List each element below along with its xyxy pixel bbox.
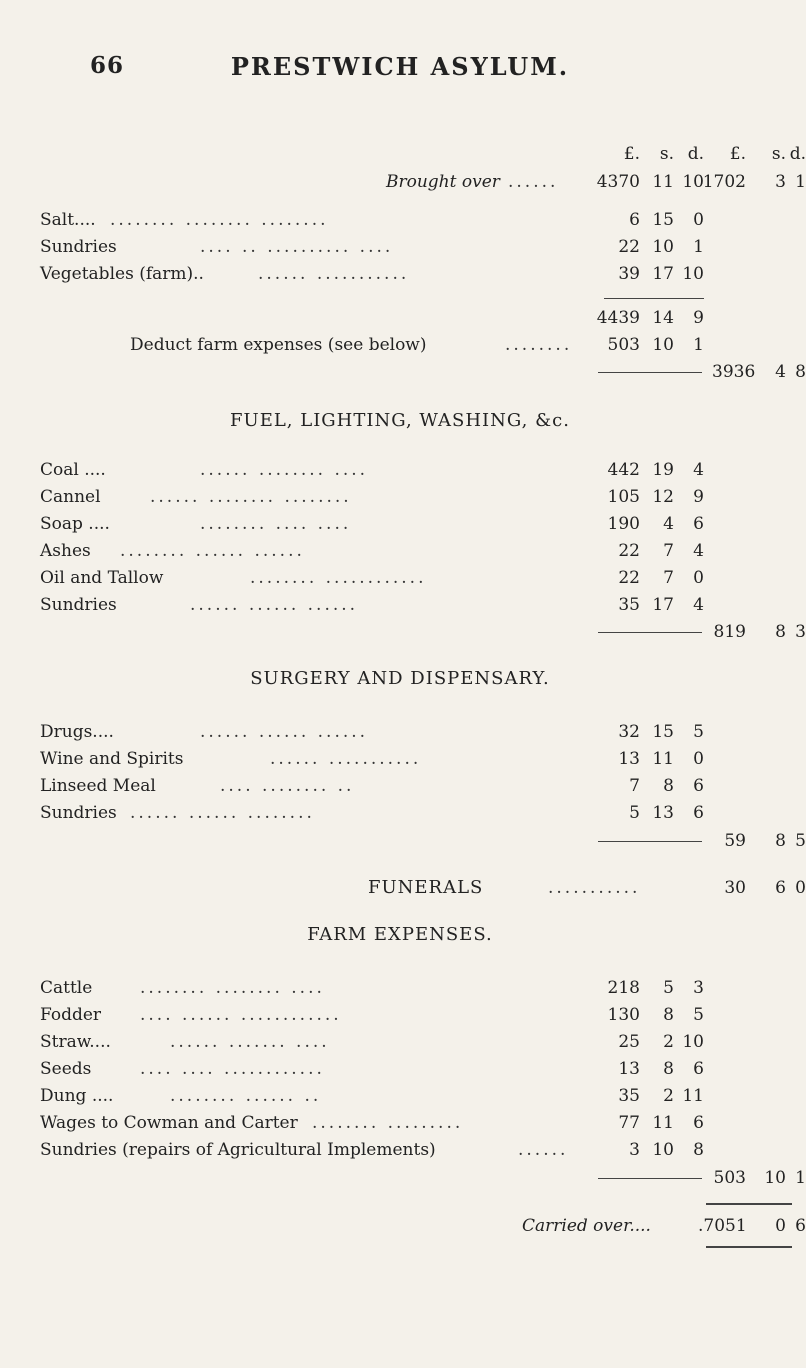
table-row: [0, 566, 800, 590]
total-pence: 5: [795, 831, 806, 851]
table-row: [0, 1138, 800, 1162]
leader-dots: ........ ...... ......: [120, 541, 305, 561]
amount-pence: 0: [693, 568, 704, 588]
amount-pounds: 22: [618, 568, 640, 588]
sum-rule: [598, 372, 702, 373]
row-label: Coal ....: [40, 460, 106, 480]
leader-dots: ...... ...... ......: [200, 722, 369, 742]
amount-pounds: 503: [607, 335, 640, 355]
amount-pounds: 4370: [596, 172, 640, 192]
sum-rule: [598, 1178, 702, 1179]
total-pounds: 819: [713, 622, 746, 642]
total-pence: 8: [795, 362, 806, 382]
row-label: Sundries: [40, 595, 117, 615]
leader-dots: ........ ........ ....: [140, 978, 325, 998]
amount-shillings: 8: [663, 1059, 674, 1079]
amount-pounds: 6: [629, 210, 640, 230]
table-row: [0, 1111, 800, 1135]
amount-pounds: 218: [607, 978, 640, 998]
row-label: Drugs....: [40, 722, 114, 742]
table-row: [0, 801, 800, 825]
amount-shillings: 10: [652, 1140, 674, 1160]
leader-dots: ......: [518, 1140, 569, 1160]
section-total-row: [0, 1166, 806, 1190]
deduct-label: Deduct farm expenses (see below): [130, 335, 427, 355]
amount-pounds: 13: [618, 1059, 640, 1079]
total-shillings: 8: [775, 831, 786, 851]
amount-pence: 0: [693, 210, 704, 230]
column-headings: [0, 142, 806, 166]
table-row: [0, 976, 800, 1000]
total-pounds: 1702: [702, 172, 746, 192]
leader-dots: ........ ...... ..: [170, 1086, 322, 1106]
carried-over-row: [0, 1214, 806, 1238]
col-shillings: s.: [659, 144, 674, 164]
amount-pence: 5: [693, 722, 704, 742]
amount-pence: 4: [693, 541, 704, 561]
amount-shillings: 2: [663, 1032, 674, 1052]
amount-pence: 6: [693, 1113, 704, 1133]
row-label: Fodder: [40, 1005, 102, 1025]
page-title: PRESTWICH ASYLUM.: [230, 52, 570, 81]
row-label: Cannel: [40, 487, 101, 507]
total-pence: 3: [795, 622, 806, 642]
amount-pounds: 22: [618, 541, 640, 561]
sum-rule: [604, 298, 704, 299]
col-pounds-total: £.: [729, 144, 746, 164]
amount-pence: 6: [693, 514, 704, 534]
table-row: [0, 1003, 800, 1027]
carried-over-label: Carried over....: [522, 1216, 651, 1236]
amount-shillings: 11: [652, 1113, 674, 1133]
leader-dots: .... ........ ..: [220, 776, 355, 796]
amount-pence: 1: [693, 237, 704, 257]
leader-dots: ...... ...........: [258, 264, 410, 284]
amount-shillings: 2: [663, 1086, 674, 1106]
amount-shillings: 10: [652, 237, 674, 257]
table-row: [0, 1057, 800, 1081]
amount-shillings: 17: [652, 264, 674, 284]
total-pence: 0: [795, 878, 806, 898]
leader-dots: ........ .........: [312, 1113, 464, 1133]
sum-rule: [598, 632, 702, 633]
total-pounds: 59: [724, 831, 746, 851]
amount-pounds: 35: [618, 595, 640, 615]
subtotal-row: [0, 306, 800, 330]
total-pence: 6: [795, 1216, 806, 1236]
leader-dots: ...... ....... ....: [170, 1032, 330, 1052]
row-label: Soap ....: [40, 514, 110, 534]
row-label: Sundries (repairs of Agricultural Implements): [40, 1140, 436, 1160]
section-heading-surgery: SURGERY AND DISPENSARY.: [250, 668, 550, 689]
amount-shillings: 15: [652, 722, 674, 742]
col-pounds: £.: [623, 144, 640, 164]
amount-pounds: 190: [607, 514, 640, 534]
total-pence: 1: [795, 1168, 806, 1188]
amount-pounds: 105: [607, 487, 640, 507]
amount-pounds: 13: [618, 749, 640, 769]
section-total-row: [0, 620, 806, 644]
total-shillings: 3: [775, 172, 786, 192]
leader-dots: ........: [505, 335, 573, 355]
deduct-row: [0, 333, 800, 357]
amount-shillings: 12: [652, 487, 674, 507]
leader-dots: ...... ...... ......: [190, 595, 359, 615]
amount-pounds: 77: [618, 1113, 640, 1133]
amount-shillings: 17: [652, 595, 674, 615]
amount-pounds: 22: [618, 237, 640, 257]
amount-pence: 1: [693, 335, 704, 355]
amount-shillings: 19: [652, 460, 674, 480]
col-pence-total: d.: [789, 144, 806, 164]
table-row: [0, 720, 800, 744]
total-pounds: 30: [724, 878, 746, 898]
amount-pence: 4: [693, 460, 704, 480]
amount-shillings: 14: [652, 308, 674, 328]
leader-dots: ........ .... ....: [200, 514, 352, 534]
amount-pence: 4: [693, 595, 704, 615]
amount-pence: 6: [693, 803, 704, 823]
amount-pence: 11: [682, 1086, 704, 1106]
amount-pounds: 130: [607, 1005, 640, 1025]
total-pounds: .7051: [698, 1216, 747, 1236]
row-label: Wages to Cowman and Carter: [40, 1113, 298, 1133]
amount-pence: 6: [693, 776, 704, 796]
leader-dots: ...... ........ ....: [200, 460, 369, 480]
table-row: [0, 539, 800, 563]
funerals-row: [0, 876, 806, 900]
row-label: Salt....: [40, 210, 96, 230]
row-label: Dung ....: [40, 1086, 114, 1106]
amount-shillings: 10: [652, 335, 674, 355]
total-pence: 1: [795, 172, 806, 192]
section-heading-farm: FARM EXPENSES.: [307, 924, 493, 945]
leader-dots: ........ ........ ........: [110, 210, 329, 230]
funerals-label: FUNERALS: [368, 877, 484, 898]
row-label: Oil and Tallow: [40, 568, 164, 588]
page-header: [0, 52, 800, 82]
amount-pence: 5: [693, 1005, 704, 1025]
amount-shillings: 5: [663, 978, 674, 998]
amount-shillings: 13: [652, 803, 674, 823]
amount-shillings: 4: [663, 514, 674, 534]
amount-pounds: 35: [618, 1086, 640, 1106]
leader-dots: .... ...... ............: [140, 1005, 342, 1025]
amount-shillings: 15: [652, 210, 674, 230]
table-row: [0, 262, 800, 286]
table-row: [0, 747, 800, 771]
amount-shillings: 11: [652, 172, 674, 192]
leader-dots: ...... ...........: [270, 749, 422, 769]
total-shillings: 6: [775, 878, 786, 898]
section-total-row: [0, 360, 806, 384]
total-shillings: 8: [775, 622, 786, 642]
total-shillings: 0: [775, 1216, 786, 1236]
leader-dots: ...........: [548, 878, 641, 898]
amount-pence: 9: [693, 308, 704, 328]
amount-shillings: 11: [652, 749, 674, 769]
row-label: Vegetables (farm)..: [40, 264, 204, 284]
table-row: [0, 774, 800, 798]
row-label: Linseed Meal: [40, 776, 156, 796]
table-row: [0, 1030, 800, 1054]
amount-shillings: 8: [663, 1005, 674, 1025]
amount-pence: 10: [682, 264, 704, 284]
brought-over-label: Brought over: [386, 172, 500, 192]
amount-pence: 0: [693, 749, 704, 769]
total-shillings: 10: [764, 1168, 786, 1188]
table-row: [0, 458, 800, 482]
amount-pounds: 7: [629, 776, 640, 796]
page-number: 66: [90, 52, 125, 79]
table-row: [0, 208, 800, 232]
leader-dots: .... .. .......... ....: [200, 237, 394, 257]
table-row: [0, 235, 800, 259]
row-label: Ashes: [40, 541, 91, 561]
amount-pence: 3: [693, 978, 704, 998]
section-total-row: [0, 829, 806, 853]
amount-shillings: 7: [663, 568, 674, 588]
amount-pence: 10: [682, 172, 704, 192]
amount-pounds: 39: [618, 264, 640, 284]
amount-pounds: 4439: [596, 308, 640, 328]
amount-pounds: 25: [618, 1032, 640, 1052]
amount-shillings: 8: [663, 776, 674, 796]
amount-shillings: 7: [663, 541, 674, 561]
amount-pounds: 32: [618, 722, 640, 742]
total-pounds: 503: [713, 1168, 746, 1188]
leader-dots: ......: [508, 172, 559, 192]
brought-over-row: [0, 170, 806, 194]
row-label: Straw....: [40, 1032, 111, 1052]
amount-pence: 8: [693, 1140, 704, 1160]
total-shillings: 4: [775, 362, 786, 382]
table-row: [0, 1084, 800, 1108]
table-row: [0, 512, 800, 536]
sum-rule: [706, 1203, 792, 1205]
table-row: [0, 485, 800, 509]
row-label: Sundries: [40, 803, 117, 823]
amount-pounds: 3: [629, 1140, 640, 1160]
leader-dots: ...... ...... ........: [130, 803, 315, 823]
col-pence: d.: [687, 144, 704, 164]
row-label: Seeds: [40, 1059, 92, 1079]
col-shillings-total: s.: [771, 144, 786, 164]
row-label: Wine and Spirits: [40, 749, 184, 769]
leader-dots: .... .... ............: [140, 1059, 325, 1079]
amount-pence: 6: [693, 1059, 704, 1079]
row-label: Sundries: [40, 237, 117, 257]
amount-pounds: 5: [629, 803, 640, 823]
amount-pounds: 442: [607, 460, 640, 480]
amount-pence: 9: [693, 487, 704, 507]
sum-rule: [598, 841, 702, 842]
table-row: [0, 593, 800, 617]
row-label: Cattle: [40, 978, 93, 998]
section-heading-fuel: FUEL, LIGHTING, WASHING, &c.: [230, 410, 570, 431]
total-pounds: 3936: [712, 362, 756, 382]
leader-dots: ........ ............: [250, 568, 427, 588]
amount-pence: 10: [682, 1032, 704, 1052]
leader-dots: ...... ........ ........: [150, 487, 352, 507]
sum-rule: [706, 1246, 792, 1248]
